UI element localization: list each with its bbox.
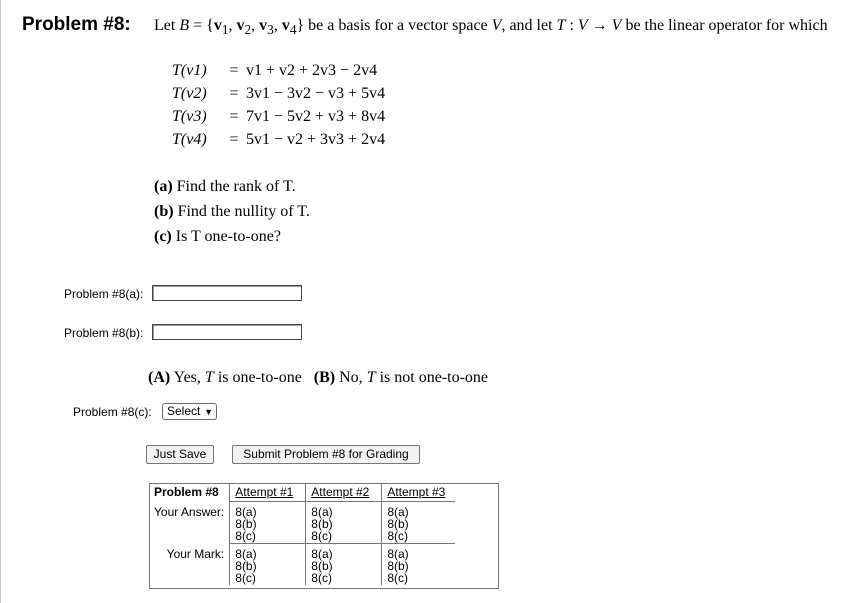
chevron-down-icon: ▼: [204, 407, 213, 417]
equation-rhs: 7v1 − 5v2 + v3 + 8v4: [246, 108, 386, 125]
equation-lhs: T(v4): [172, 131, 207, 148]
select-value: Select: [167, 404, 201, 418]
answer-a-label: Problem #8(a):: [64, 287, 144, 301]
answer-b-label: Problem #8(b):: [64, 326, 144, 340]
table-row: [149, 502, 455, 544]
answer-c-select[interactable]: [162, 403, 217, 420]
answer-cell: 8(a) 8(b) 8(c): [382, 502, 456, 544]
table-header-problem: Problem #8: [154, 485, 219, 499]
answer-c-label: Problem #8(c):: [73, 405, 152, 419]
choice-options: (A) Yes, T is one-to-one (B) No, T is not one-to-one: [148, 369, 489, 386]
equation-lhs: T(v3): [172, 108, 207, 125]
equation-3: T(v3) = 7v1 − 5v2 + v3 + 8v4: [172, 108, 386, 125]
equation-rhs: 5v1 − v2 + 3v3 + 2v4: [246, 131, 386, 148]
answer-cell: 8(a) 8(b) 8(c): [230, 502, 306, 544]
table-row: [149, 544, 455, 586]
just-save-button[interactable]: Just Save: [146, 445, 214, 464]
mark-cell: 8(a) 8(b) 8(c): [230, 544, 306, 586]
equation-rhs: 3v1 − 3v2 − v3 + 5v4: [246, 85, 386, 102]
problem-intro: Let $B = \{v_1$, $v_2$, $v_3$, $v_4$} be a basis for a vector space V, and let T : V → V be the linear operator for which: [154, 17, 828, 38]
mark-cell: 8(a) 8(b) 8(c): [382, 544, 456, 586]
answer-cell: 8(a) 8(b) 8(c): [306, 502, 382, 544]
answer-b-input[interactable]: [152, 324, 302, 340]
equation-4: T(v4) = 5v1 − v2 + 3v3 + 2v4: [172, 131, 386, 148]
table-header-attempt-3[interactable]: Attempt #3: [382, 483, 456, 502]
mark-row-label: Your Mark:: [166, 546, 225, 561]
submit-button[interactable]: Submit Problem #8 for Grading: [232, 445, 420, 464]
answer-a-input[interactable]: [152, 285, 302, 301]
equation-1: T(v1) = v1 + v2 + 2v3 − 2v4: [172, 62, 378, 79]
equation-2: T(v2) = 3v1 − 3v2 − v3 + 5v4: [172, 85, 386, 102]
part-b: (b) Find the nullity of T.: [154, 203, 310, 220]
problem-title: Problem #8:: [22, 14, 131, 35]
part-a: (a) Find the rank of T.: [154, 178, 296, 195]
attempts-table: [149, 483, 455, 585]
equation-lhs: T(v1): [172, 62, 207, 79]
table-header-attempt-1[interactable]: Attempt #1: [230, 483, 306, 502]
table-header-attempt-2[interactable]: Attempt #2: [306, 483, 382, 502]
equation-rhs: v1 + v2 + 2v3 − 2v4: [246, 62, 378, 79]
answer-row-label: Your Answer:: [154, 504, 225, 519]
mark-cell: 8(a) 8(b) 8(c): [306, 544, 382, 586]
equation-lhs: T(v2): [172, 85, 207, 102]
part-c: (c) Is T one-to-one?: [154, 228, 281, 245]
table-header-row: [149, 483, 455, 502]
